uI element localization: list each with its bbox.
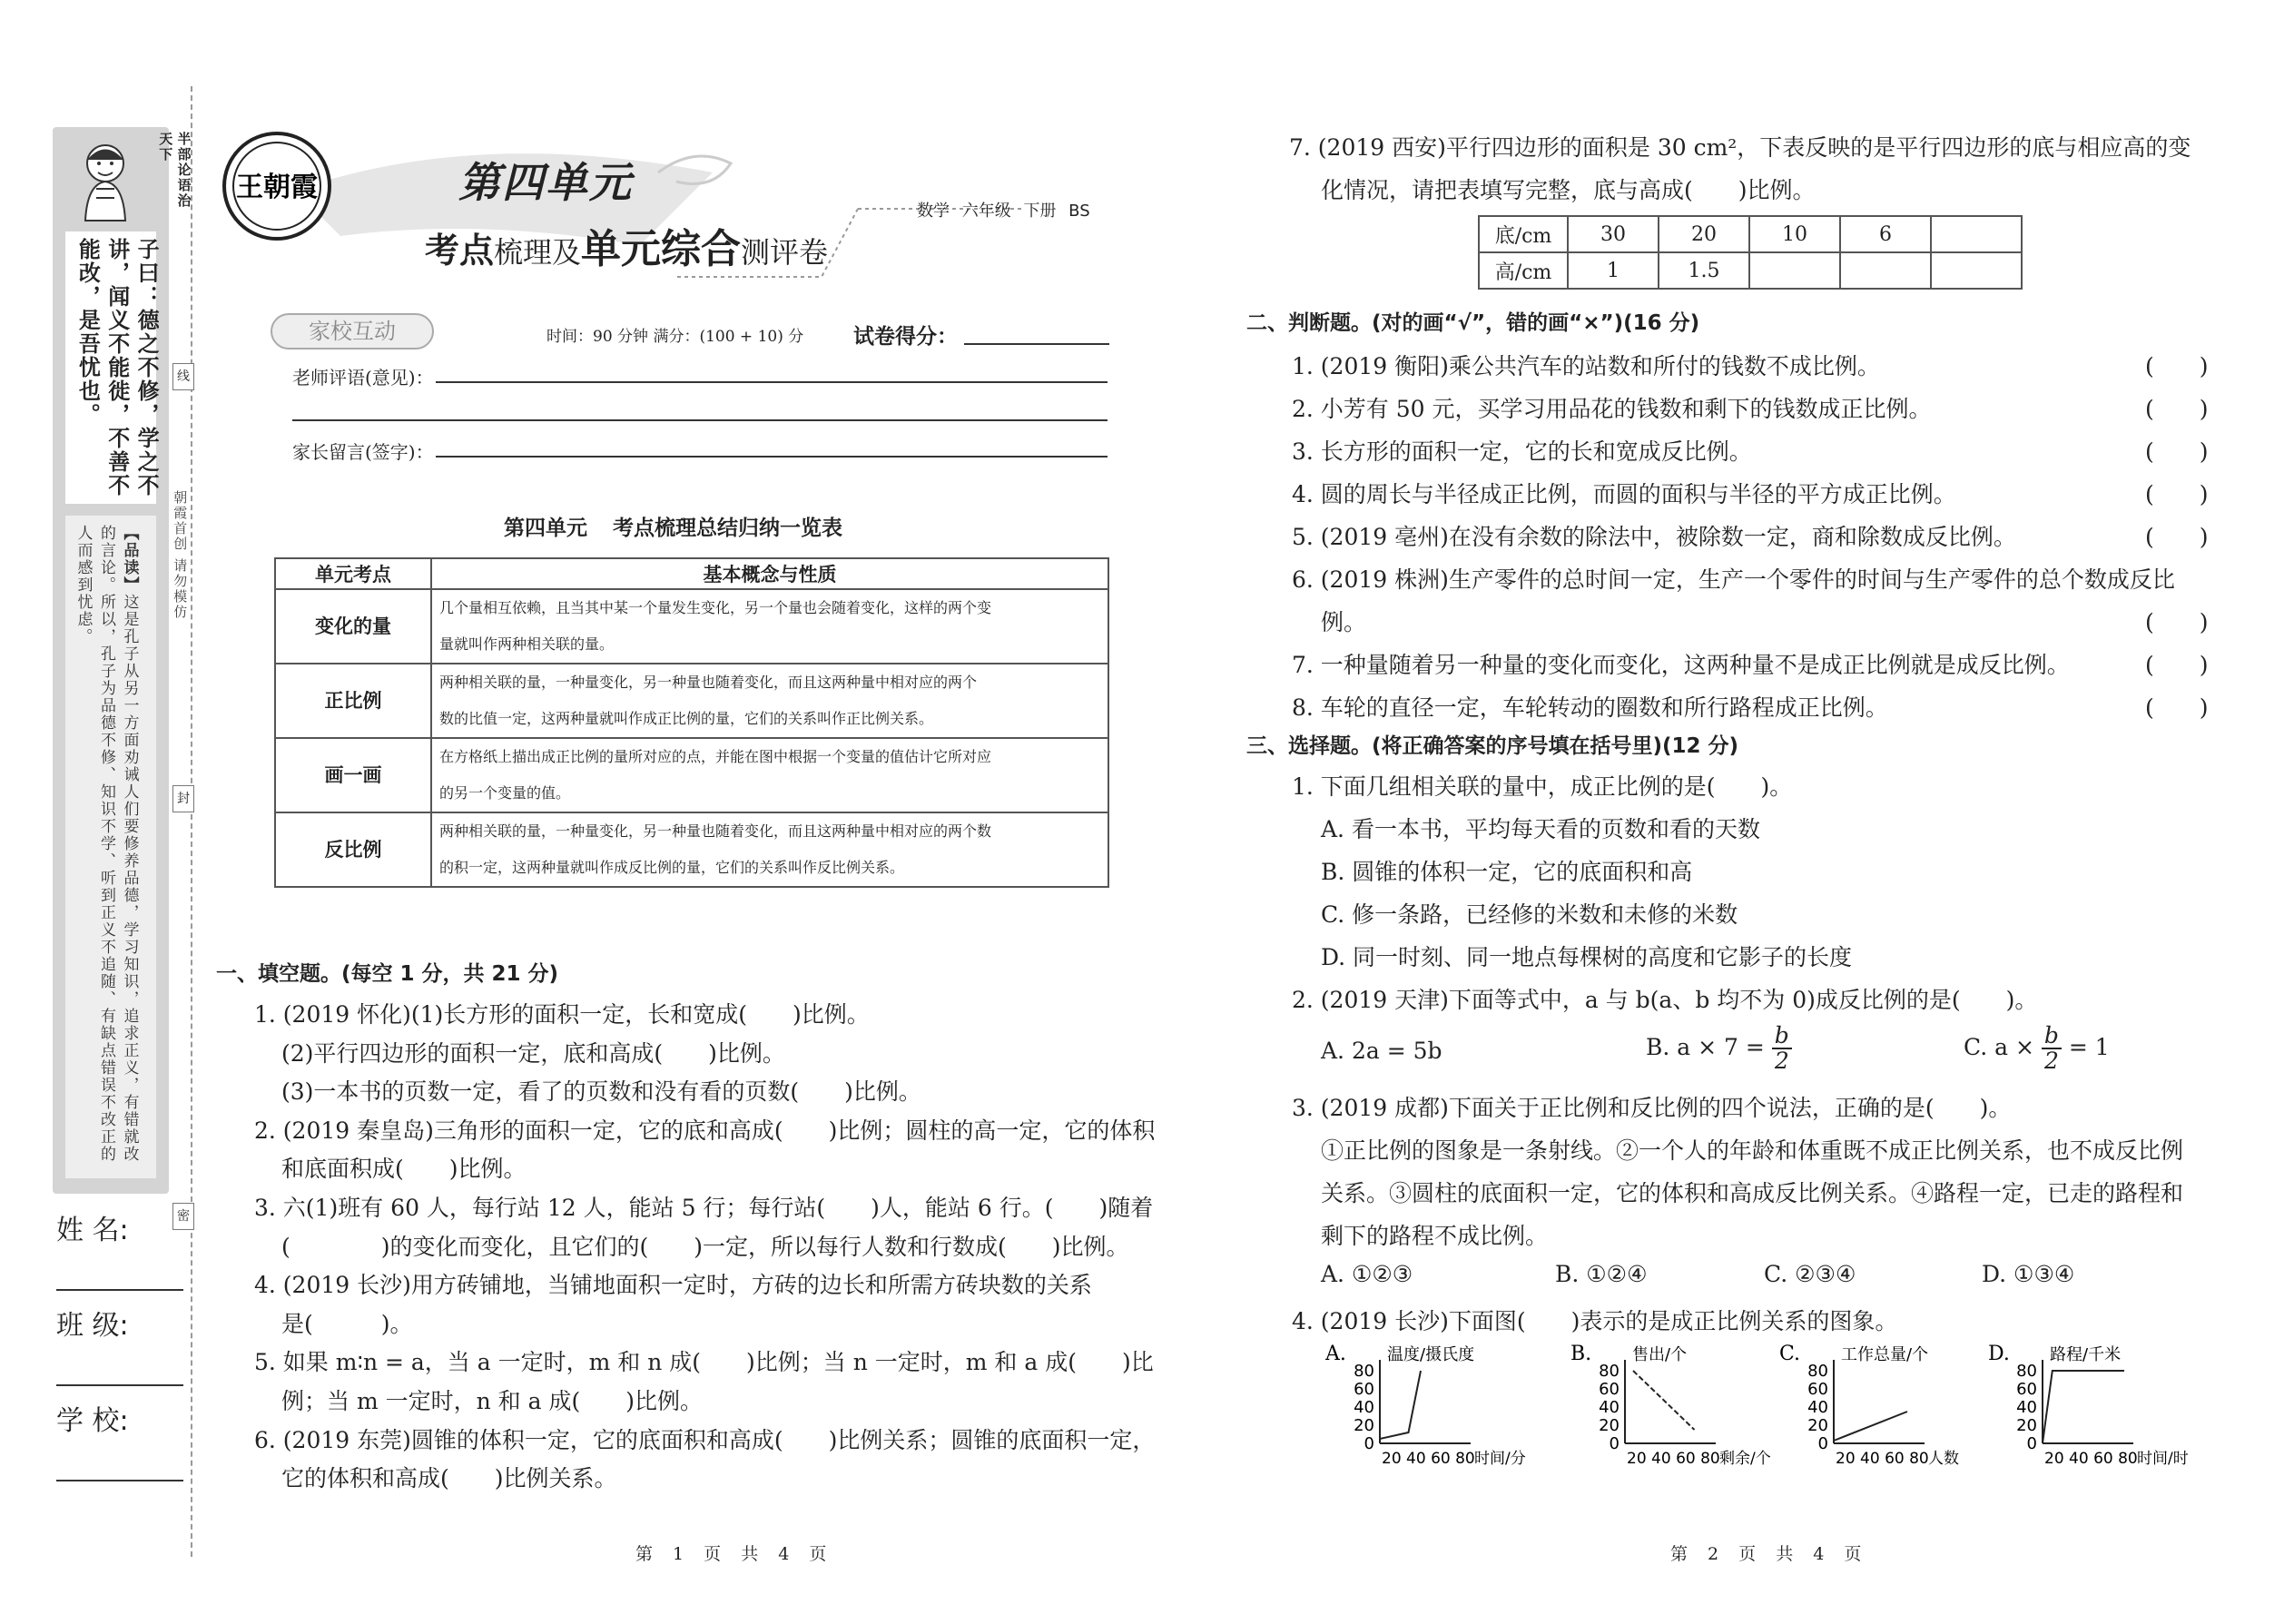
judge-item: 2. 小芳有 50 元，买学习用品花的钱数和剩下的钱数成正比例。 xyxy=(1292,396,1932,422)
question-line: 关系。③圆柱的底面积一定，它的体积和高成反比例关系。④路程一定，已走的路程和 xyxy=(1321,1180,2184,1206)
y-tick-label: 20 xyxy=(1807,1416,1828,1435)
graph-option[interactable] xyxy=(1779,1343,1997,1480)
answer-bracket[interactable]: ( ) xyxy=(2145,652,2209,678)
line-graph xyxy=(1325,1343,1543,1480)
page-number-left: 第 1 页 共 4 页 xyxy=(635,1544,827,1564)
question-line: ( )的变化而变化，且它们的( )一定，所以每行人数和行数成( )比例。 xyxy=(281,1233,1129,1260)
y-tick-label: 60 xyxy=(1807,1380,1828,1399)
answer-bracket[interactable]: ( ) xyxy=(2145,609,2209,635)
question-line: 剩下的路程不成比例。 xyxy=(1321,1223,1549,1249)
question-line: 2. (2019 天津)下面等式中，a 与 b(a、b 均不为 0)成反比例的是( )。 xyxy=(1292,987,2038,1013)
question-line: 1. (2019 怀化)(1)长方形的面积一定，长和宽成( )比例。 xyxy=(254,1001,870,1028)
fraction-denominator: 2 xyxy=(1774,1048,1789,1075)
fraction xyxy=(1772,1024,1792,1074)
x-tick-labels: 20 40 60 80 xyxy=(1382,1450,1475,1468)
y-axis-label: 工作总量/个 xyxy=(1841,1345,1929,1364)
school-label: 学 校: xyxy=(56,1405,129,1437)
question-line: 3. (2019 成都)下面关于正比例和反比例的四个说法，正确的是( )。 xyxy=(1292,1095,2012,1121)
desc-line: 两种相关联的量，一种量变化，另一种量也随着变化，而且这两种量中相对应的两个数 xyxy=(439,822,992,840)
question-line: 5. 如果 m∶n = a，当 a 一定时，m 和 n 成( )比例；当 n 一定时，m 和 a 成( )比 xyxy=(254,1349,1154,1376)
summary-title: 第四单元 考点梳理总结归纳一览表 xyxy=(504,517,843,540)
table-cell: 6 xyxy=(1840,216,1931,252)
desc-line: 的积一定，这两种量就叫作成反比例的量，它们的关系叫作反比例关系。 xyxy=(439,859,905,876)
y-axis-label: 温度/摄氏度 xyxy=(1387,1345,1475,1364)
question-line: 化情况，请把表填写完整，底与高成( )比例。 xyxy=(1321,177,1816,203)
table-header: 单元考点 xyxy=(275,558,431,589)
desc-line: 数的比值一定，这两种量就叫作成正比例的量，它们的关系叫作正比例关系。 xyxy=(439,710,934,727)
table-cell-desc xyxy=(431,738,1108,812)
option[interactable] xyxy=(1964,1024,2110,1074)
binding-mark-seal: 封 xyxy=(172,785,194,812)
judge-item: 3. 长方形的面积一定，它的长和宽成反比例。 xyxy=(1292,438,1752,465)
judge-item: 4. 圆的周长与半径成正比例，而圆的面积与半径的平方成正比例。 xyxy=(1292,481,1956,507)
desc-line: 几个量相互依赖，且当其中某一个量发生变化，另一个量也会随着变化，这样的两个变 xyxy=(439,599,992,616)
table-row xyxy=(1479,252,2022,289)
y-tick-label: 20 xyxy=(1354,1416,1374,1435)
binding-mark-line: 线 xyxy=(172,363,194,390)
judge-item: 5. (2019 亳州)在没有余数的除法中，被除数一定，商和除数成反比例。 xyxy=(1292,524,2016,550)
time-score-info: 时间：90 分钟 满分：(100 + 10) 分 xyxy=(546,328,804,346)
option[interactable]: C. 修一条路，已经修的米数和未修的米数 xyxy=(1321,901,1738,928)
teacher-comment-label: 老师评语(意见)： xyxy=(292,367,434,389)
y-tick-label: 80 xyxy=(1599,1362,1620,1381)
table-row xyxy=(275,589,1108,664)
binding-dashed-line xyxy=(191,86,192,1557)
class-label: 班 级: xyxy=(56,1310,129,1342)
question-line: 4. (2019 长沙)下面图( )表示的是成正比例关系的图象。 xyxy=(1292,1308,1898,1334)
option[interactable]: D. ①③④ xyxy=(1982,1261,2075,1287)
y-tick-label: 40 xyxy=(2016,1398,2037,1417)
y-tick-label: 0 xyxy=(1609,1434,1620,1453)
y-tick-label: 60 xyxy=(1599,1380,1620,1399)
answer-cell[interactable] xyxy=(1749,252,1840,289)
paper-subtitle xyxy=(425,216,828,274)
table-cell-desc xyxy=(431,664,1108,738)
question-line: 是( )。 xyxy=(281,1310,413,1337)
choice-section xyxy=(1246,729,2184,1334)
y-tick-label: 40 xyxy=(1807,1398,1828,1417)
desc-line: 在方格纸上描出成正比例的量所对应的点，并能在图中根据一个变量的值估计它所对应 xyxy=(439,748,992,765)
table-row xyxy=(1479,216,2022,252)
fraction-denominator: 2 xyxy=(2043,1048,2059,1075)
question-line: (2)平行四边形的面积一定，底和高成( )比例。 xyxy=(281,1039,785,1067)
desc-line: 两种相关联的量，一种量变化，另一种量也随着变化，而且这两种量中相对应的两个 xyxy=(439,674,978,691)
graph-line xyxy=(1380,1371,1421,1439)
table-cell-key: 变化的量 xyxy=(275,589,431,664)
page-number-right: 第 2 页 共 4 页 xyxy=(1670,1544,1862,1564)
teacher-comment-line[interactable] xyxy=(292,419,1108,421)
table-cell-key: 画一画 xyxy=(275,738,431,812)
grade-meta: 数学 六年级 下册 BS xyxy=(917,202,1090,221)
option[interactable]: A. ①②③ xyxy=(1321,1261,1413,1287)
confucius-mascot-icon xyxy=(60,134,151,225)
judge-item: 例。 xyxy=(1321,609,1367,635)
judge-item: 6. (2019 株洲)生产零件的总时间一定，生产一个零件的时间与生产零件的总个数成反比 xyxy=(1292,566,2175,593)
y-tick-label: 60 xyxy=(1354,1380,1374,1399)
option[interactable]: D. 同一时刻、同一地点每棵树的高度和它影子的长度 xyxy=(1321,944,1853,970)
y-tick-label: 0 xyxy=(1364,1434,1374,1453)
score-label: 试卷得分： xyxy=(853,325,958,349)
judge-item: 1. (2019 衡阳)乘公共汽车的站数和所付的钱数不成比例。 xyxy=(1292,353,1880,379)
table-cell-key: 正比例 xyxy=(275,664,431,738)
y-tick-label: 80 xyxy=(1807,1362,1828,1381)
y-tick-label: 20 xyxy=(2016,1416,2037,1435)
answer-bracket[interactable]: ( ) xyxy=(2145,353,2209,379)
option[interactable]: A. 2a = 5b xyxy=(1321,1038,1442,1064)
brand-logo-icon xyxy=(218,127,336,245)
graph-option[interactable] xyxy=(1570,1343,1788,1480)
brand-motto: 半部论语治天下 xyxy=(157,132,192,209)
y-tick-label: 80 xyxy=(1354,1362,1374,1381)
question-line: 4. (2019 长沙)用方砖铺地，当铺地面积一定时，方砖的边长和所需方砖块数的关系 xyxy=(254,1272,1092,1299)
option[interactable]: B. 圆锥的体积一定，它的底面积和高 xyxy=(1321,859,1693,885)
reading-note xyxy=(71,525,141,1169)
table-row xyxy=(275,738,1108,812)
y-tick-label: 60 xyxy=(2016,1380,2037,1399)
graph-option[interactable] xyxy=(1988,1343,2206,1480)
parallelogram-table xyxy=(1478,215,2023,290)
table-row xyxy=(275,664,1108,738)
table-cell: 高/cm xyxy=(1479,252,1568,289)
option[interactable]: B. ①②④ xyxy=(1555,1261,1648,1287)
question-line: 7. (2019 西安)平行四边形的面积是 30 cm²，下表反映的是平行四边形的底与相应高的变 xyxy=(1289,134,2191,161)
option-text: = 1 xyxy=(2068,1033,2110,1060)
x-tick-labels: 20 40 60 80 xyxy=(2044,1450,2138,1468)
fraction xyxy=(2042,1024,2062,1074)
x-axis-label: 剩余/个 xyxy=(1719,1450,1771,1468)
subtitle-part-3: 单元综合 xyxy=(581,226,742,272)
name-field[interactable] xyxy=(56,1207,183,1291)
desc-line: 的另一个变量的值。 xyxy=(439,784,571,802)
parent-comment-label: 家长留言(签字)： xyxy=(292,441,434,463)
option-text: C. a × xyxy=(1964,1033,2034,1060)
question-line: 1. 下面几组相关联的量中，成正比例的是( )。 xyxy=(1292,773,1793,800)
table-cell: 30 xyxy=(1568,216,1659,252)
y-axis-label: 售出/个 xyxy=(1632,1345,1688,1364)
unit-title: 第四单元 xyxy=(458,158,633,207)
subtitle-part-4: 测评卷 xyxy=(741,235,829,270)
x-axis-label: 人数 xyxy=(1928,1450,1959,1468)
fraction-numerator: b xyxy=(1772,1024,1792,1049)
teacher-comment-line[interactable] xyxy=(436,381,1108,383)
subtitle-part-1: 考点 xyxy=(425,231,495,271)
question-line: 和底面积成( )比例。 xyxy=(281,1156,527,1183)
subtitle-part-2: 梳理及 xyxy=(494,235,582,270)
table-row xyxy=(275,812,1108,887)
y-tick-label: 80 xyxy=(2016,1362,2037,1381)
x-axis-label: 时间/分 xyxy=(1474,1450,1526,1468)
question-line: 6. (2019 东莞)圆锥的体积一定，它的底面积和高成( )比例关系；圆锥的底面积一定， xyxy=(254,1426,1156,1453)
line-graph xyxy=(1779,1343,1997,1480)
fraction-numerator: b xyxy=(2042,1024,2062,1049)
graph-line xyxy=(2043,1371,2124,1443)
name-label: 姓 名: xyxy=(56,1215,129,1246)
y-axis-label: 路程/千米 xyxy=(2050,1345,2122,1364)
question-line: 3. 六(1)班有 60 人，每行站 12 人，能站 5 行；每行站( )人，能站 6 行。( )随着 xyxy=(254,1195,1154,1221)
section-title: 一、填空题。(每空 1 分，共 21 分) xyxy=(216,962,559,986)
answer-bracket[interactable]: ( ) xyxy=(2145,438,2209,465)
copyright-note: 朝霞首创 请勿模仿 xyxy=(172,490,189,620)
section-title: 二、判断题。(对的画“√”，错的画“×”)(16 分) xyxy=(1246,311,1700,335)
question-line: (3)一本书的页数一定，看了的页数和没有看的页数( )比例。 xyxy=(281,1078,921,1106)
reading-label: 【品读】 xyxy=(120,525,139,594)
option[interactable]: A. 看一本书，平均每天看的页数和看的天数 xyxy=(1321,816,1760,842)
table-cell: 10 xyxy=(1749,216,1840,252)
x-tick-labels: 20 40 60 80 xyxy=(1627,1450,1720,1468)
table-cell: 1.5 xyxy=(1659,252,1749,289)
graph-line xyxy=(1834,1412,1907,1441)
school-field[interactable] xyxy=(56,1398,183,1481)
reading-body: 这是孔子从另一方面劝诫人们要修养品德，学习知识，追求正义，有错就改的言论。所以，孔子为品德不修、知识不学、听到正义不追随、有缺点错误不改正的人而感到忧虑。 xyxy=(74,525,139,1163)
y-tick-label: 40 xyxy=(1354,1398,1374,1417)
class-line[interactable] xyxy=(56,1384,183,1386)
graph-letter: B. xyxy=(1570,1343,1592,1365)
y-tick-label: 0 xyxy=(2026,1434,2037,1453)
table-cell: 20 xyxy=(1659,216,1749,252)
graph-line xyxy=(1633,1371,1695,1430)
table-cell: 1 xyxy=(1568,252,1659,289)
table-cell: 底/cm xyxy=(1479,216,1568,252)
school-line[interactable] xyxy=(56,1480,183,1481)
x-axis-label: 时间/时 xyxy=(2137,1450,2189,1468)
option[interactable] xyxy=(1646,1024,1792,1074)
score-field[interactable] xyxy=(964,343,1109,345)
table-cell-key: 反比例 xyxy=(275,812,431,887)
fill-in-section xyxy=(216,957,1156,1492)
line-graph xyxy=(1570,1343,1788,1480)
true-false-section xyxy=(1246,306,2209,721)
class-field[interactable] xyxy=(56,1303,183,1386)
question-line: 2. (2019 秦皇岛)三角形的面积一定，它的底和高成( )比例；圆柱的高一定，它的体积 xyxy=(254,1117,1156,1144)
answer-cell[interactable] xyxy=(1931,216,2022,252)
question-line: 它的体积和高成( )比例关系。 xyxy=(281,1465,617,1492)
y-tick-label: 20 xyxy=(1599,1416,1620,1435)
binding-mark-secret: 密 xyxy=(172,1203,194,1230)
y-tick-label: 40 xyxy=(1599,1398,1620,1417)
summary-table xyxy=(274,557,1109,888)
option[interactable]: C. ②③④ xyxy=(1764,1261,1856,1287)
y-tick-label: 0 xyxy=(1817,1434,1828,1453)
section-title: 三、选择题。(将正确答案的序号填在括号里)(12 分) xyxy=(1246,734,1739,758)
answer-bracket[interactable]: ( ) xyxy=(2145,481,2209,507)
line-graph xyxy=(1988,1343,2206,1480)
graph-letter: D. xyxy=(1988,1343,2010,1365)
home-school-badge: 家校互动 xyxy=(271,313,434,349)
judge-item: 8. 车轮的直径一定，车轮转动的圈数和所行路程成正比例。 xyxy=(1292,694,1888,721)
answer-bracket[interactable]: ( ) xyxy=(2145,694,2209,721)
graph-letter: A. xyxy=(1325,1343,1346,1365)
table-header-row xyxy=(275,558,1108,589)
table-cell-desc xyxy=(431,589,1108,664)
logo-text: 王朝霞 xyxy=(236,172,318,203)
confucius-quote: 子曰：德之不修，学之不讲，闻义不能徙，不善不能改，是吾忧也。 xyxy=(74,238,160,497)
table-cell-desc xyxy=(431,812,1108,887)
question-line: ①正比例的图象是一条射线。②一个人的年龄和体重既不成正比例关系，也不成反比例 xyxy=(1321,1137,2184,1164)
answer-cell[interactable] xyxy=(1840,252,1931,289)
answer-cell[interactable] xyxy=(1931,252,2022,289)
x-tick-labels: 20 40 60 80 xyxy=(1836,1450,1929,1468)
desc-line: 量就叫作两种相关联的量。 xyxy=(439,635,615,653)
graph-letter: C. xyxy=(1779,1343,1801,1365)
graph-option[interactable] xyxy=(1325,1343,1543,1480)
option-text: B. a × 7 = xyxy=(1646,1033,1765,1060)
judge-item: 7. 一种量随着另一种量的变化而变化，这两种量不是成正比例就是成反比例。 xyxy=(1292,652,2070,678)
answer-bracket[interactable]: ( ) xyxy=(2145,524,2209,550)
answer-bracket[interactable]: ( ) xyxy=(2145,396,2209,422)
question-line: 例；当 m 一定时，n 和 a 成( )比例。 xyxy=(281,1388,703,1414)
parent-comment-line[interactable] xyxy=(436,456,1108,458)
table-header: 基本概念与性质 xyxy=(431,558,1108,589)
name-line[interactable] xyxy=(56,1289,183,1291)
